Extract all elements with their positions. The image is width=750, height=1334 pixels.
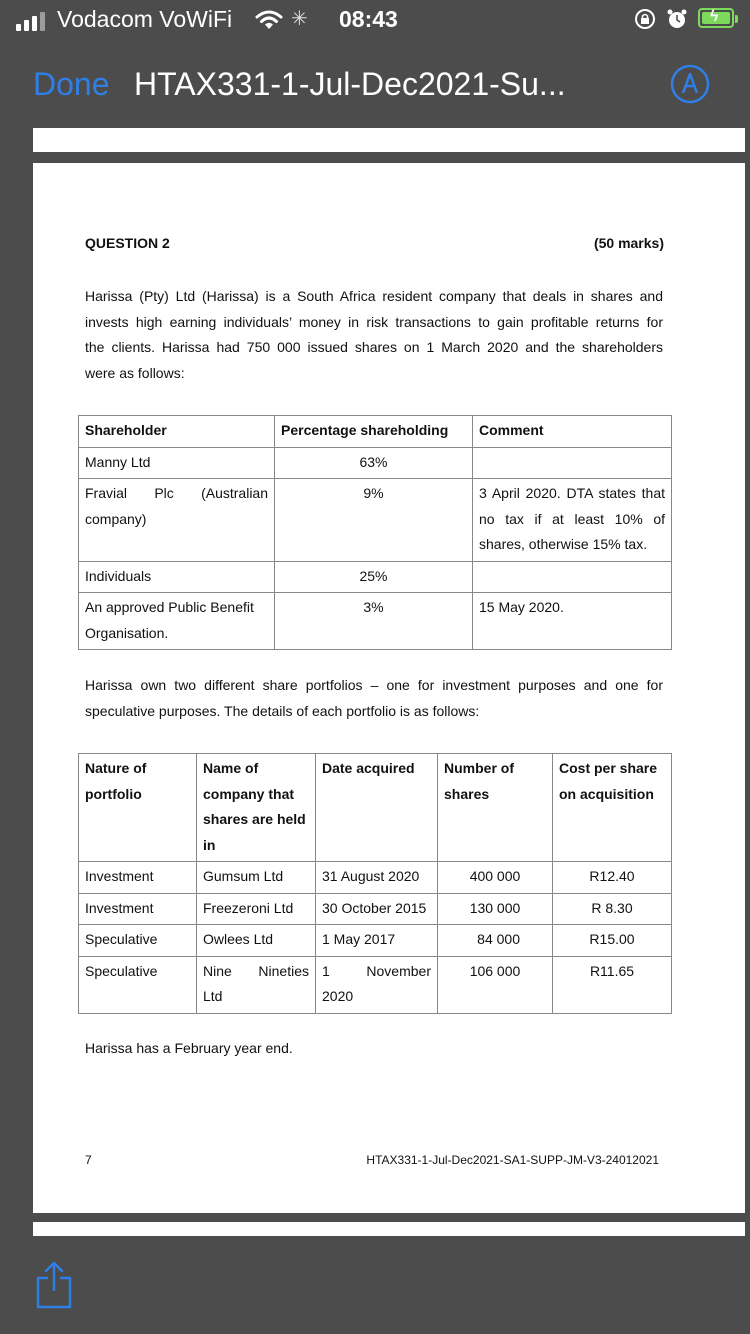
share-icon[interactable] [34, 1260, 74, 1310]
number-cell: 400 000 [438, 862, 553, 894]
percentage-cell: 25% [275, 561, 473, 593]
table-row [79, 925, 672, 957]
nature-cell: Investment [79, 862, 197, 894]
nature-cell: Investment [79, 893, 197, 925]
navigation-bar [0, 40, 750, 128]
intro-line: the clients. Harissa had 750 000 issued shares on 1 March 2020 and the shareholders [85, 339, 663, 355]
marks-label: (50 marks) [593, 235, 664, 251]
status-bar [0, 0, 750, 40]
comment-cell: 15 May 2020. [473, 593, 672, 650]
number-cell: 106 000 [438, 956, 553, 1013]
cost-cell: R12.40 [553, 862, 672, 894]
battery-charging-icon: ϟ [698, 8, 734, 28]
year-end-note: Harissa has a February year end. [85, 1040, 293, 1056]
intro-paragraph [85, 284, 663, 386]
comment-cell [473, 447, 672, 479]
column-header: Percentage shareholding [275, 416, 473, 448]
column-header: Name of company that shares are held in [197, 754, 316, 862]
portfolio-table [78, 753, 672, 1014]
next-page-strip [33, 1222, 745, 1236]
date-cell: 1 November 2020 [316, 956, 438, 1013]
shareholders-table [78, 415, 672, 650]
cost-cell: R11.65 [553, 956, 672, 1013]
cost-cell: R 8.30 [553, 893, 672, 925]
company-cell: Owlees Ltd [197, 925, 316, 957]
date-cell: 30 October 2015 [316, 893, 438, 925]
table-row [79, 479, 672, 562]
comment-cell: 3 April 2020. DTA states that no tax if at least 10% of shares, otherwise 15% tax. [473, 479, 672, 562]
intro-line: were as follows: [85, 364, 185, 381]
question-title: QUESTION 2 [85, 235, 170, 251]
column-header: Cost per share on acquisition [553, 754, 672, 862]
shareholder-cell: Individuals [79, 561, 275, 593]
previous-page-strip [33, 128, 745, 152]
column-header: Nature of portfolio [79, 754, 197, 862]
clock: 08:43 [339, 6, 398, 32]
document-title: HTAX331-1-Jul-Dec2021-Su... [134, 66, 566, 102]
activity-spinner-icon: ✳ [291, 8, 308, 30]
percentage-cell: 9% [275, 479, 473, 562]
column-header: Shareholder [79, 416, 275, 448]
table-row [79, 593, 672, 650]
nature-cell: Speculative [79, 925, 197, 957]
intro-line: Harissa (Pty) Ltd (Harissa) is a South Africa resident company that deals in shares and [85, 288, 663, 304]
company-cell: Gumsum Ltd [197, 862, 316, 894]
company-cell: Nine Nineties Ltd [197, 956, 316, 1013]
number-cell: 130 000 [438, 893, 553, 925]
column-header: Number of shares [438, 754, 553, 862]
done-button[interactable]: Done [33, 66, 110, 102]
document-page[interactable] [33, 163, 745, 1213]
table-row [79, 862, 672, 894]
intro-line: invests high earning individuals’ money in risk transactions to gain profitable returns for [85, 313, 663, 330]
bottom-toolbar [0, 1236, 750, 1334]
percentage-cell: 3% [275, 593, 473, 650]
column-header: Date acquired [316, 754, 438, 862]
column-header: Comment [473, 416, 672, 448]
table-row [79, 956, 672, 1013]
carrier-name: Vodacom VoWiFi [57, 6, 233, 32]
company-cell: Freezeroni Ltd [197, 893, 316, 925]
shareholder-cell: Manny Ltd [79, 447, 275, 479]
portfolio-line: speculative purposes. The details of each portfolio is as follows: [85, 702, 480, 719]
date-cell: 31 August 2020 [316, 862, 438, 894]
cost-cell: R15.00 [553, 925, 672, 957]
shareholder-cell: An approved Public Benefit Organisation. [79, 593, 275, 650]
percentage-cell: 63% [275, 447, 473, 479]
shareholder-cell: Fravial Plc (Australian company) [79, 479, 275, 562]
wifi-icon [255, 9, 283, 31]
number-cell: 84 000 [438, 925, 553, 957]
markup-icon[interactable] [670, 64, 710, 104]
table-row [79, 447, 672, 479]
alarm-icon [666, 8, 688, 30]
table-row [79, 893, 672, 925]
nature-cell: Speculative [79, 956, 197, 1013]
comment-cell [473, 561, 672, 593]
date-cell: 1 May 2017 [316, 925, 438, 957]
rotation-lock-icon [634, 8, 656, 30]
portfolio-paragraph [85, 673, 663, 724]
table-header-row [79, 754, 672, 862]
table-row [79, 561, 672, 593]
table-header-row [79, 416, 672, 448]
portfolio-line: Harissa own two different share portfolios – one for investment purposes and one for [85, 677, 663, 693]
footer-reference: HTAX331-1-Jul-Dec2021-SA1-SUPP-JM-V3-24012021 [366, 1153, 659, 1167]
page-number: 7 [85, 1153, 92, 1167]
